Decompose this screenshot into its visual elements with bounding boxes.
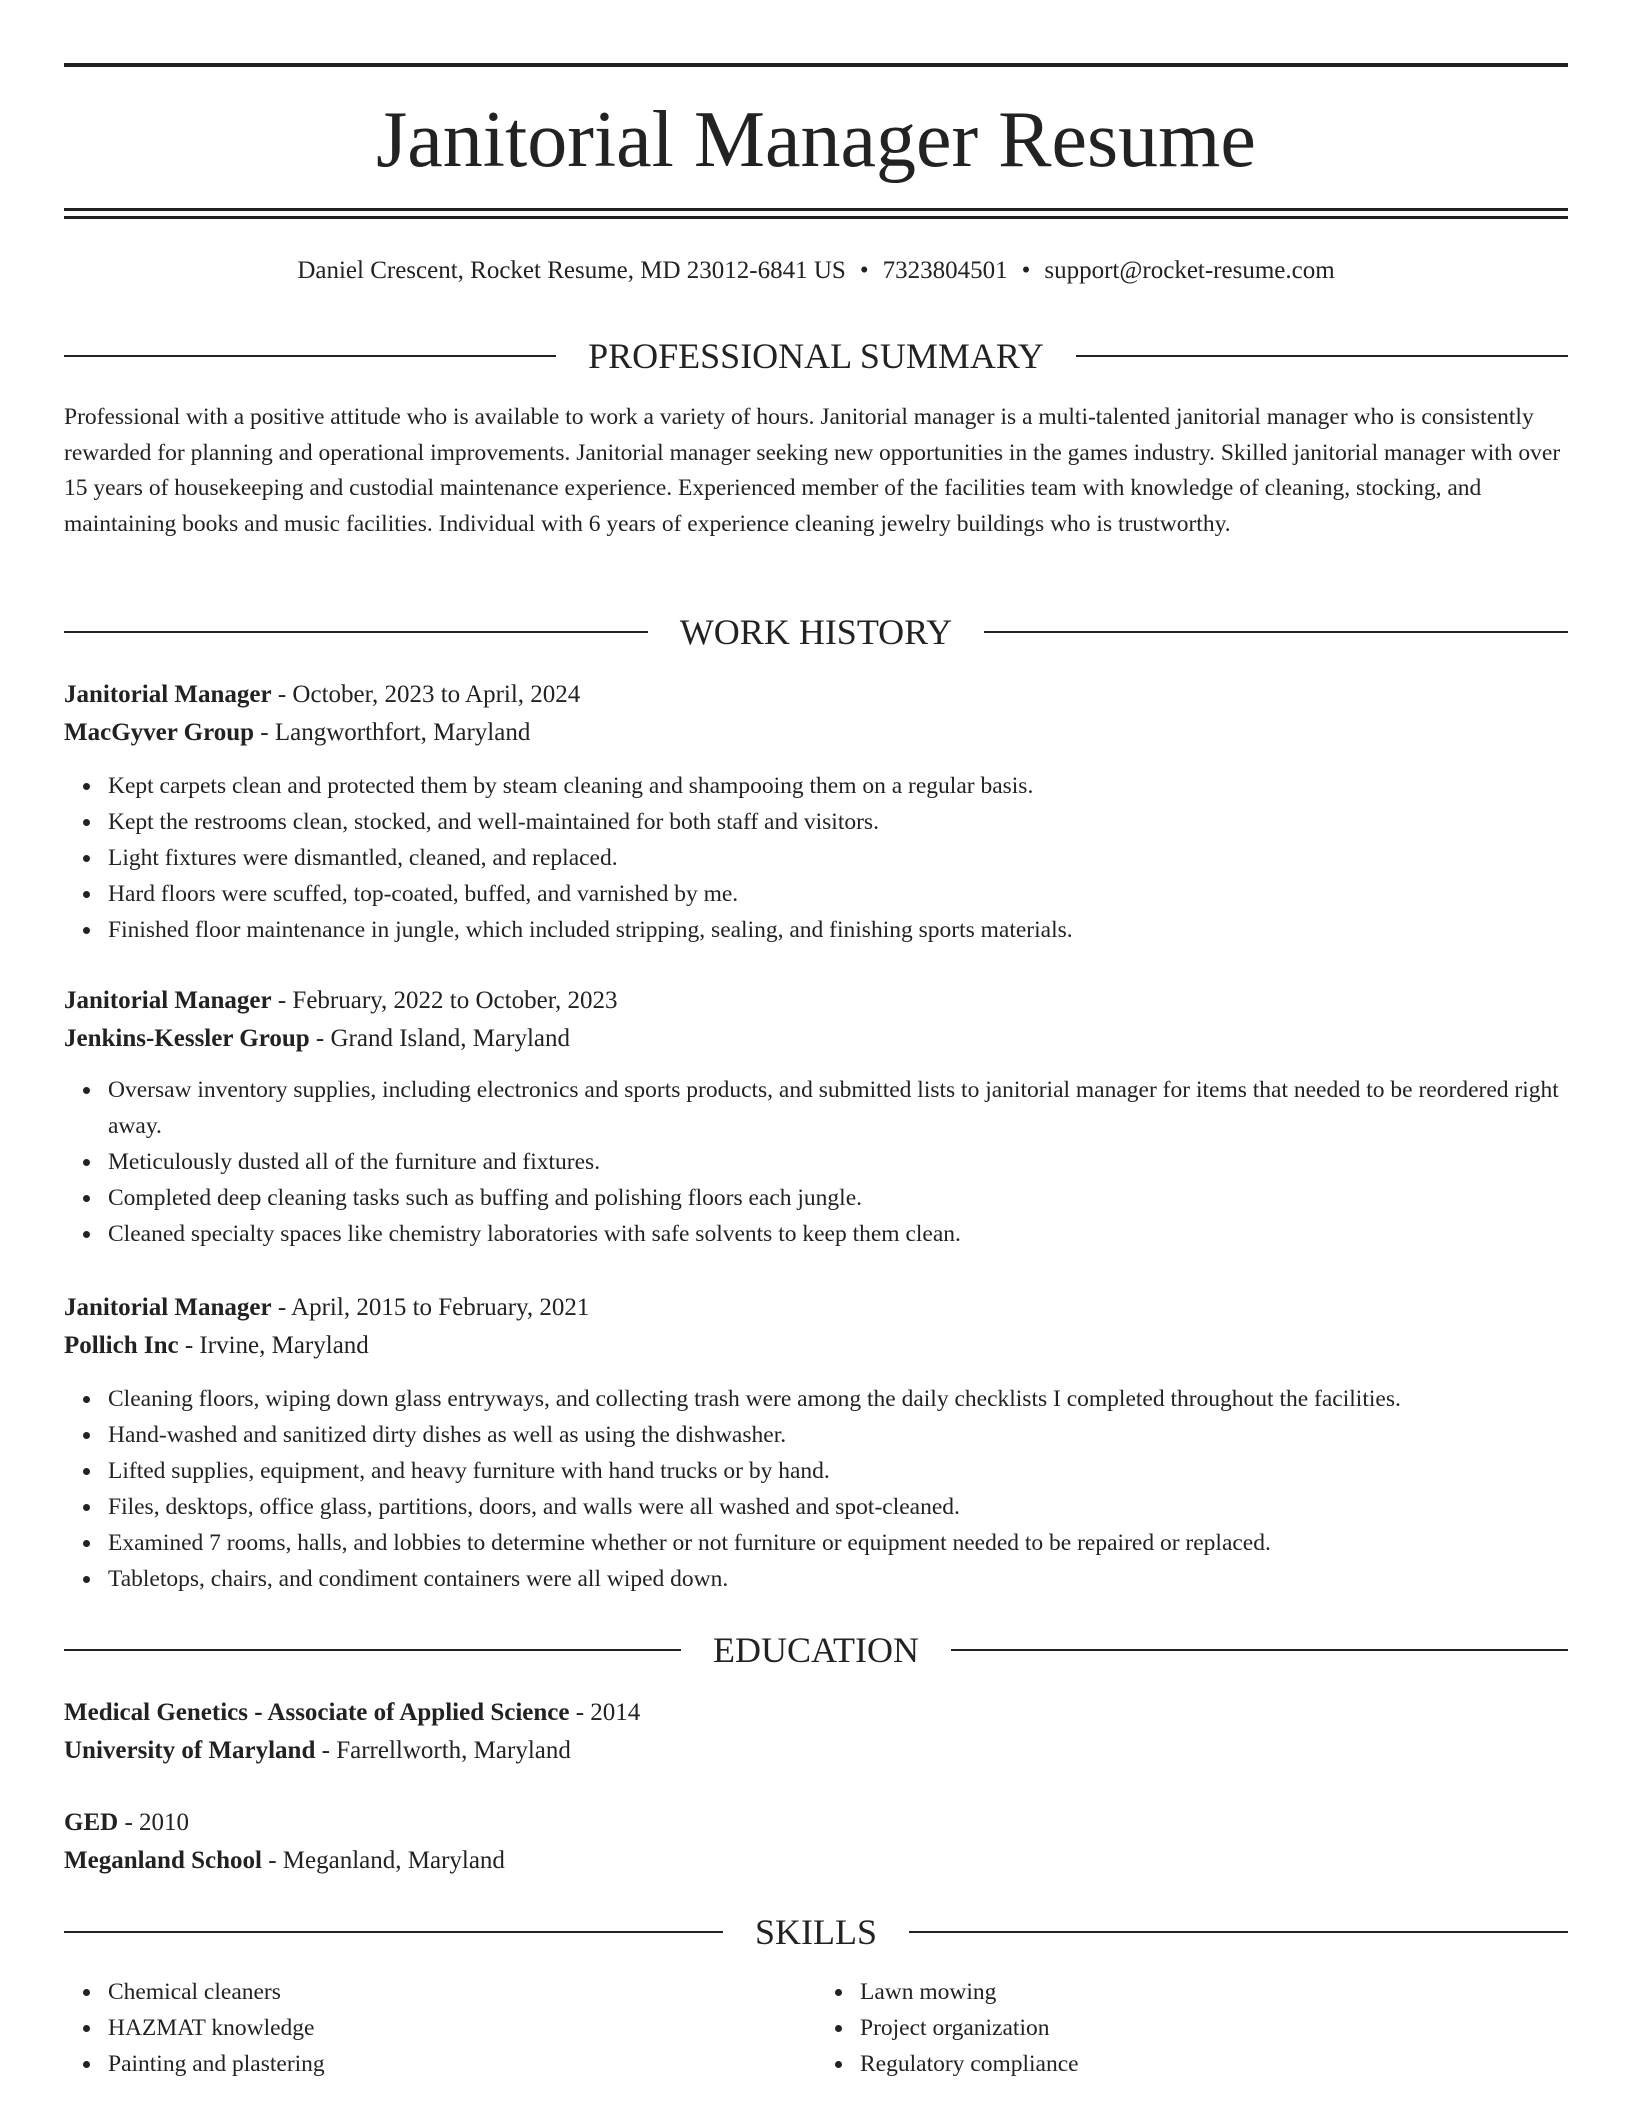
job-dates: - April, 2015 to February, 2021 [271,1294,590,1321]
job-company-line [64,714,1568,752]
section-rule-right [909,1931,1568,1933]
section-rule-right [951,1649,1568,1651]
section-title: EDUCATION [713,1630,919,1670]
header-rule-lower [64,216,1568,219]
summary-paragraph: Professional with a positive attitude who is available to work a variety of hours. Janitorial manager is a multi-talented janitorial manager who is consistently rewarded for planning and operational improvements. Janitorial manager seeking new opportunities in the games industry. Skilled janitorial manager with over 15 years of housekeeping and custodial maintenance experience. Experienced member of the facilities team with knowledge of cleaning, stocking, and maintaining books and music facilities. Individual with 6 years of experience cleaning jewelry buildings who is trustworthy. [64,404,1561,537]
job-location: - Grand Island, Maryland [309,1025,570,1052]
education-degree-line [64,1804,1568,1842]
job-bullet: Hand-washed and sanitized dirty dishes as well as using the dishwasher. [108,1417,1568,1453]
job-bullet: Lifted supplies, equipment, and heavy furniture with hand trucks or by hand. [108,1453,1568,1489]
section-rule-right [1076,355,1568,357]
education-entry [64,1694,1568,1770]
job-bullet: Hard floors were scuffed, top-coated, buffed, and varnished by me. [108,876,1568,912]
header-top-rule [64,63,1568,67]
job-bullets [64,1072,1568,1252]
education-year: - 2010 [118,1809,190,1836]
job-bullet: Finished floor maintenance in jungle, which included stripping, sealing, and finishing sports materials. [108,912,1568,948]
education-location: - Farrellworth, Maryland [315,1737,571,1764]
job-company: Pollich Inc [64,1332,179,1359]
contact-line [64,254,1568,288]
skill-item: Project organization [860,2010,1568,2046]
section-rule-left [64,1931,723,1933]
skill-item: Painting and plastering [108,2046,816,2082]
job-company-line [64,1020,1568,1058]
job-title-line [64,1289,1568,1327]
education-degree: GED [64,1809,119,1836]
job-bullets [64,1381,1568,1597]
skills-list-left [64,1974,816,2082]
job-bullet: Completed deep cleaning tasks such as buffing and polishing floors each jungle. [108,1180,1568,1216]
job-bullet: Cleaned specialty spaces like chemistry laboratories with safe solvents to keep them clean. [108,1216,1568,1252]
section-heading-skills [64,1910,1568,1954]
resume-title: Janitorial Manager Resume [376,96,1256,184]
job-bullet: Tabletops, chairs, and condiment containers were all wiped down. [108,1561,1568,1597]
section-rule-left [64,1649,681,1651]
job-entry [64,676,1568,948]
job-bullet: Meticulously dusted all of the furniture and fixtures. [108,1144,1568,1180]
section-heading-education [64,1628,1568,1672]
contact-separator: • [859,257,869,284]
contact-separator: • [1021,257,1031,284]
job-company-line [64,1327,1568,1365]
job-bullet: Kept carpets clean and protected them by steam cleaning and shampooing them on a regular basis. [108,768,1568,804]
job-bullet: Cleaning floors, wiping down glass entryways, and collecting trash were among the daily checklists I completed throughout the facilities. [108,1381,1568,1417]
skill-item: Regulatory compliance [860,2046,1568,2082]
job-bullet: Light fixtures were dismantled, cleaned, and replaced. [108,840,1568,876]
job-location: - Langworthfort, Maryland [254,719,531,746]
education-degree-line [64,1694,1568,1732]
section-heading-work-history [64,610,1568,654]
section-title: SKILLS [755,1912,878,1952]
contact-email: support@rocket-resume.com [1044,257,1335,284]
education-school-line [64,1842,1568,1880]
job-bullet: Files, desktops, office glass, partitions, doors, and walls were all washed and spot-cleaned. [108,1489,1568,1525]
contact-phone: 7323804501 [882,257,1008,284]
skills-columns [64,1974,1568,2082]
section-heading-summary [64,334,1568,378]
education-location: - Meganland, Maryland [261,1847,505,1874]
education-degree: Medical Genetics - Associate of Applied Science [64,1699,570,1726]
section-rule-right [984,631,1568,633]
section-title: PROFESSIONAL SUMMARY [588,336,1044,376]
section-rule-left [64,631,648,633]
job-location: - Irvine, Maryland [178,1332,369,1359]
job-title: Janitorial Manager [64,1294,272,1321]
education-school-line [64,1732,1568,1770]
job-bullet: Oversaw inventory supplies, including electronics and sports products, and submitted lists to janitorial manager for items that needed to be reordered right away. [108,1072,1568,1144]
job-dates: - February, 2022 to October, 2023 [271,987,618,1014]
skills-list-right [816,1974,1568,2082]
job-entry [64,982,1568,1252]
job-entry [64,1289,1568,1597]
job-title-line [64,676,1568,714]
job-bullet: Examined 7 rooms, halls, and lobbies to determine whether or not furniture or equipment needed to be repaired or replaced. [108,1525,1568,1561]
job-dates: - October, 2023 to April, 2024 [271,681,581,708]
education-school: Meganland School [64,1847,262,1874]
job-title: Janitorial Manager [64,681,272,708]
section-title: WORK HISTORY [679,612,953,652]
job-bullets [64,768,1568,948]
education-entry [64,1804,1568,1880]
education-school: University of Maryland [64,1737,316,1764]
skill-item: Chemical cleaners [108,1974,816,2010]
skill-item: HAZMAT knowledge [108,2010,816,2046]
job-title-line [64,982,1568,1020]
section-rule-left [64,355,556,357]
header-rule-upper [64,208,1568,211]
job-company: Jenkins-Kessler Group [64,1025,310,1052]
job-title: Janitorial Manager [64,987,272,1014]
skill-item: Lawn mowing [860,1974,1568,2010]
education-year: - 2014 [569,1699,641,1726]
job-company: MacGyver Group [64,719,255,746]
job-bullet: Kept the restrooms clean, stocked, and well-maintained for both staff and visitors. [108,804,1568,840]
contact-address: Daniel Crescent, Rocket Resume, MD 23012-6841 US [297,257,846,284]
